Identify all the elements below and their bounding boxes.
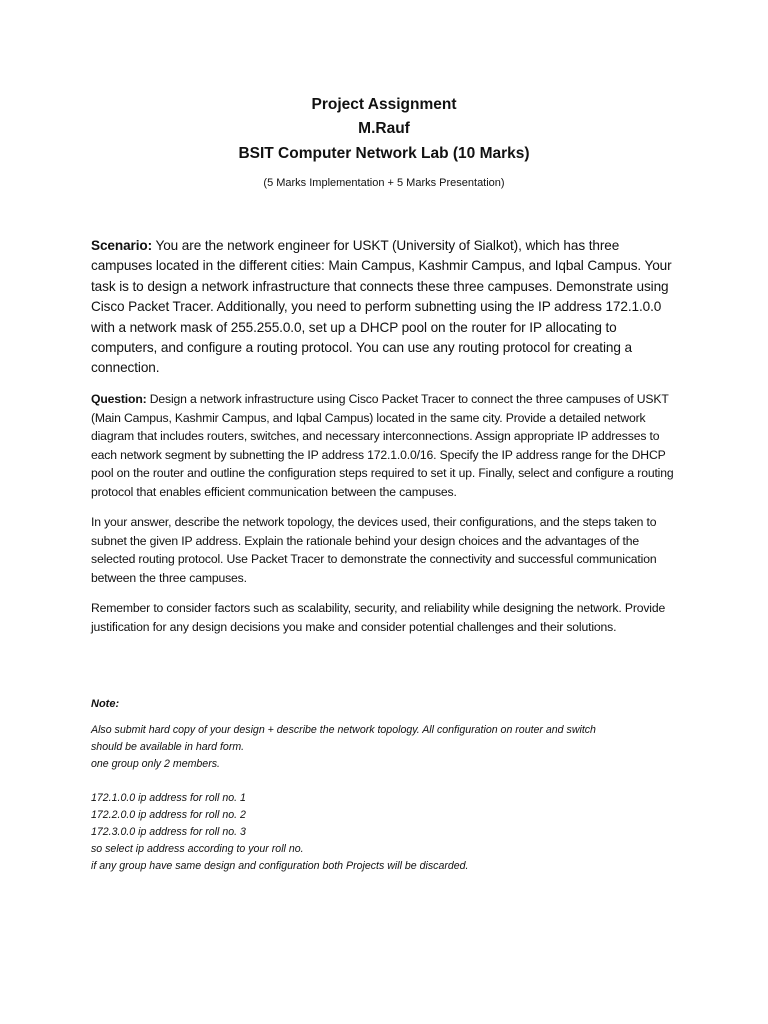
note-title: Note: [91,698,120,710]
document-title: Project Assignment [311,96,457,113]
roll-instruction: so select ip address according to your roll no. [91,843,304,855]
note-line: one group only 2 members. [91,758,220,770]
note-line: should be available in hard form. [91,741,245,753]
roll-assignments [91,790,691,875]
question-text: Design a network infrastructure using Cisco Packet Tracer to connect the three campuses of USKT (Main Campus, Kashmir Campus, and Iqbal Campus) located in the same city. Provide a detailed network diagram that includes routers, switches, and necessary interconnections. Assign appropriate IP addresses to each network segment by subnetting the IP address 172.1.0.0/16. Specify the IP address range for the DHCP pool on the router and outline the configuration steps required to set it up. Finally, select and configure a routing protocol that enables efficient communication between the campuses. [91,392,674,499]
note-block [91,722,691,773]
roll-line: 172.1.0.0 ip address for roll no. 1 [91,792,246,804]
remember-paragraph: Remember to consider factors such as scalability, security, and reliability while designing the network. Provide justification for any design decisions you make and consider potential challenges and their solutions. [91,601,666,634]
question-label: Question: [91,392,147,406]
question-paragraph [91,390,681,501]
roll-line: 172.2.0.0 ip address for roll no. 2 [91,809,246,821]
discard-warning: if any group have same design and configuration both Projects will be discarded. [91,860,469,872]
scenario-paragraph [91,236,681,379]
marks-breakdown: (5 Marks Implementation + 5 Marks Presentation) [263,177,505,189]
scenario-text: You are the network engineer for USKT (University of Sialkot), which has three campuses located in the different cities: Main Campus, Kashmir Campus, and Iqbal Campus. Your task is to design a network infrastructure that connects these three campuses. Demonstrate using Cisco Packet Tracer. Additionally, you need to perform subnetting using the IP address 172.1.0.0 with a network mask of 255.255.0.0, set up a DHCP pool on the router for IP allocating to computers, and configure a routing protocol. You can use any routing protocol for creating a connection. [91,238,672,376]
scenario-label: Scenario: [91,238,153,253]
course-title: BSIT Computer Network Lab (10 Marks) [238,145,530,162]
note-line: Also submit hard copy of your design + describe the network topology. All configuration on router and switch [91,724,596,736]
answer-paragraph: In your answer, describe the network topology, the devices used, their configurations, and the steps taken to subnet the given IP address. Explain the rationale behind your design choices and the advantages of the selected routing protocol. Use Packet Tracer to demonstrate the connectivity and successful communication between the three campuses. [91,515,657,585]
author-name: M.Rauf [358,120,410,137]
roll-line: 172.3.0.0 ip address for roll no. 3 [91,826,246,838]
